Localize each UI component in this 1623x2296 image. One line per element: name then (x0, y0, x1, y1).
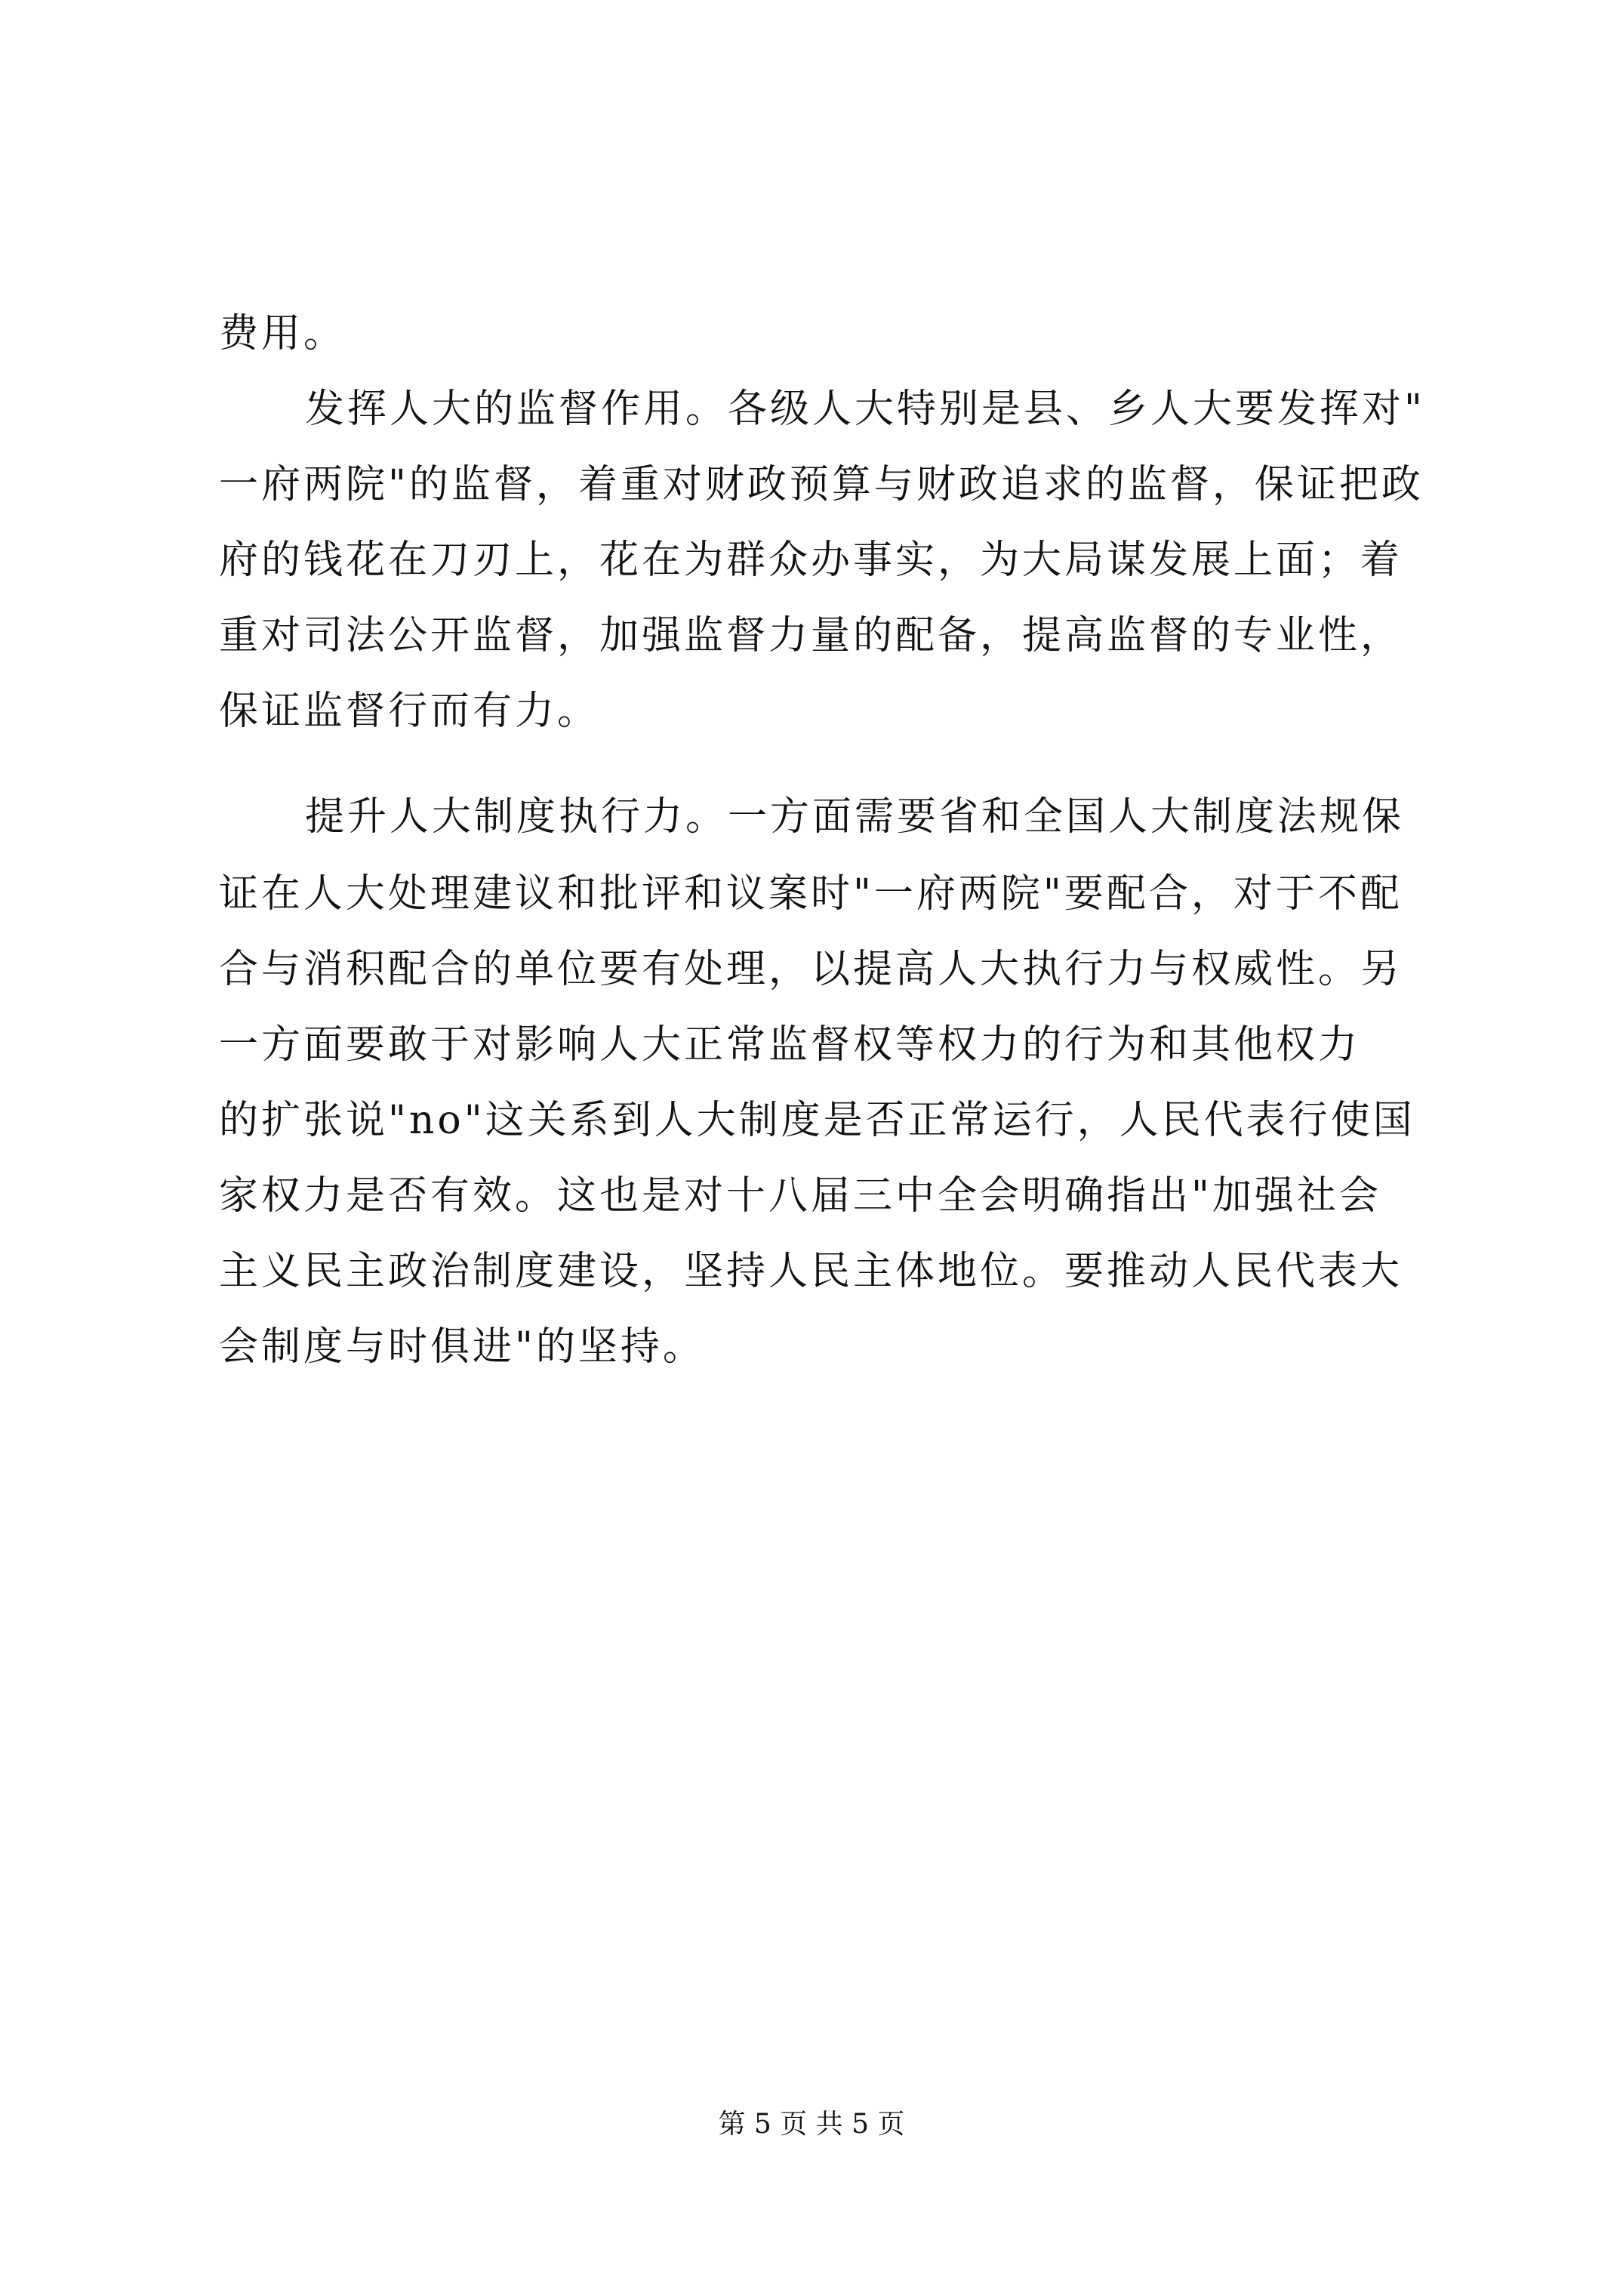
text-line: 费用。 (219, 311, 346, 356)
text-line: 府的钱花在刀刃上，花在为群众办事实，为大局谋发展上面；着 (219, 538, 1403, 583)
text-line: 保证监督行而有力。 (219, 689, 600, 734)
paragraph-first-line: 发挥人大的监督作用。各级人大特别是县、乡人大要发挥对" (305, 387, 1425, 432)
text-line: 会制度与时俱进"的坚持。 (219, 1324, 705, 1370)
text-line: 合与消积配合的单位要有处理，以提高人大执行力与权威性。另 (219, 947, 1403, 992)
text-line: 重对司法公开监督，加强监督力量的配备，提高监督的专业性， (219, 613, 1403, 658)
text-line: 证在人大处理建议和批评和议案时"一府两院"要配合，对于不配 (219, 871, 1403, 917)
text-line: 的扩张说"no"这关系到人大制度是否正常运行，人民代表行使国 (219, 1098, 1415, 1143)
paragraph-first-line: 提升人大制度执行力。一方面需要省和全国人大制度法规保 (305, 794, 1405, 840)
text-line: 一方面要敢于对影响人大正常监督权等权力的行为和其他权力 (219, 1022, 1361, 1068)
page-number-footer: 第 5 页 共 5 页 (718, 2109, 905, 2140)
text-line: 家权力是否有效。这也是对十八届三中全会明确指出"加强社会 (219, 1173, 1381, 1219)
text-line: 主义民主政治制度建设，坚持人民主体地位。要推动人民代表大 (219, 1249, 1403, 1294)
text-line: 一府两院"的监督，着重对财政预算与财政追求的监督，保证把政 (219, 462, 1424, 507)
